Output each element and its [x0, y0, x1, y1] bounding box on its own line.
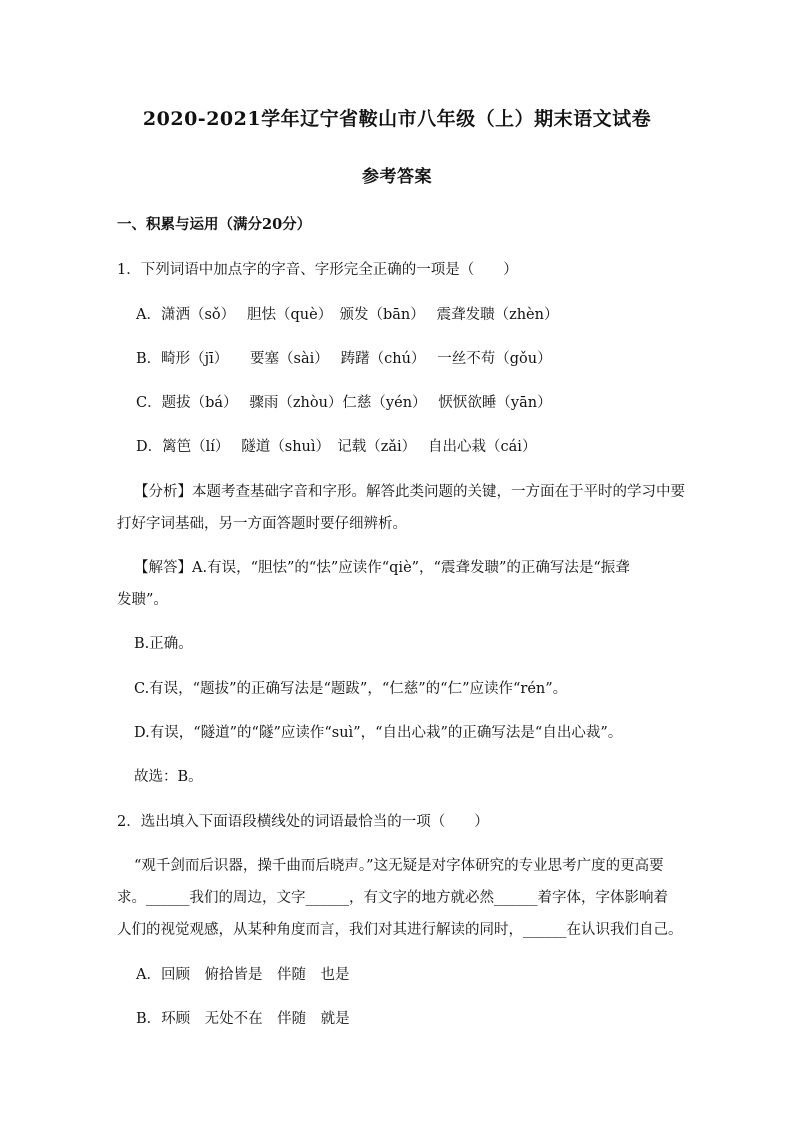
question-1-option-a: A．潇洒（sǒ） 胆怯（què） 颁发（bān） 震聋发聩（zhèn） — [136, 307, 559, 323]
document-subtitle: 参考答案 — [362, 167, 432, 187]
answer-b: B.正确。 — [134, 636, 193, 652]
answer-line-2: 发聩”。 — [117, 592, 168, 608]
document-title: 2020-2021学年辽宁省鞍山市八年级（上）期末语文试卷 — [142, 108, 652, 130]
section-heading: 一、积累与运用（满分20分） — [117, 216, 312, 233]
question-1-option-d: D．篱笆（lí） 隧道（shuì） 记载（zǎi） 自出心栽（cái） — [136, 439, 537, 455]
analysis-line-2: 打好字词基础，另一方面答题时要仔细辨析。 — [117, 516, 407, 532]
question-2-passage-3: 人们的视觉观感，从某种角度而言，我们对其进行解读的同时，______在认识我们自己。 — [117, 922, 683, 938]
answer-choice: 故选：B。 — [134, 769, 203, 785]
answer-d: D.有误，“隧道”的“隧”应读作“suì”，“自出心栽”的正确写法是“自出心裁”。 — [134, 725, 623, 741]
question-2-stem: 2．选出填入下面语段横线处的词语最恰当的一项（ ） — [117, 814, 489, 830]
question-1-option-b: B．畸形（jī） 要塞（sài） 踌躇（chú） 一丝不苟（gǒu） — [136, 351, 552, 367]
question-2-option-a: A．回顾 俯拾皆是 伴随 也是 — [136, 967, 350, 983]
question-2-passage-2: 求。______我们的周边，文字______，有文字的地方就必然______着字体，字体影响着 — [117, 890, 668, 906]
question-1-option-c: C．题拔（bá） 骤雨（zhòu）仁慈（yén） 恹恹欲睡（yān） — [136, 395, 552, 411]
answer-c: C.有误，“题拔”的正确写法是“题跋”，“仁慈”的“仁”应读作“rén”。 — [134, 681, 568, 697]
question-2-passage-1: “观千剑而后识器，操千曲而后晓声。”这无疑是对字体研究的专业思考广度的更高要 — [134, 858, 664, 874]
analysis-line-1: 【分析】本题考查基础字音和字形。解答此类问题的关键，一方面在于平时的学习中要 — [134, 484, 685, 500]
answer-line-1: 【解答】A.有误，“胆怯”的“怯”应读作“qiè”，“震聋发聩”的正确写法是“振聋 — [134, 560, 630, 576]
question-2-option-b: B．环顾 无处不在 伴随 就是 — [136, 1011, 350, 1027]
question-1-stem: 1．下列词语中加点字的字音、字形完全正确的一项是（ ） — [117, 262, 518, 278]
